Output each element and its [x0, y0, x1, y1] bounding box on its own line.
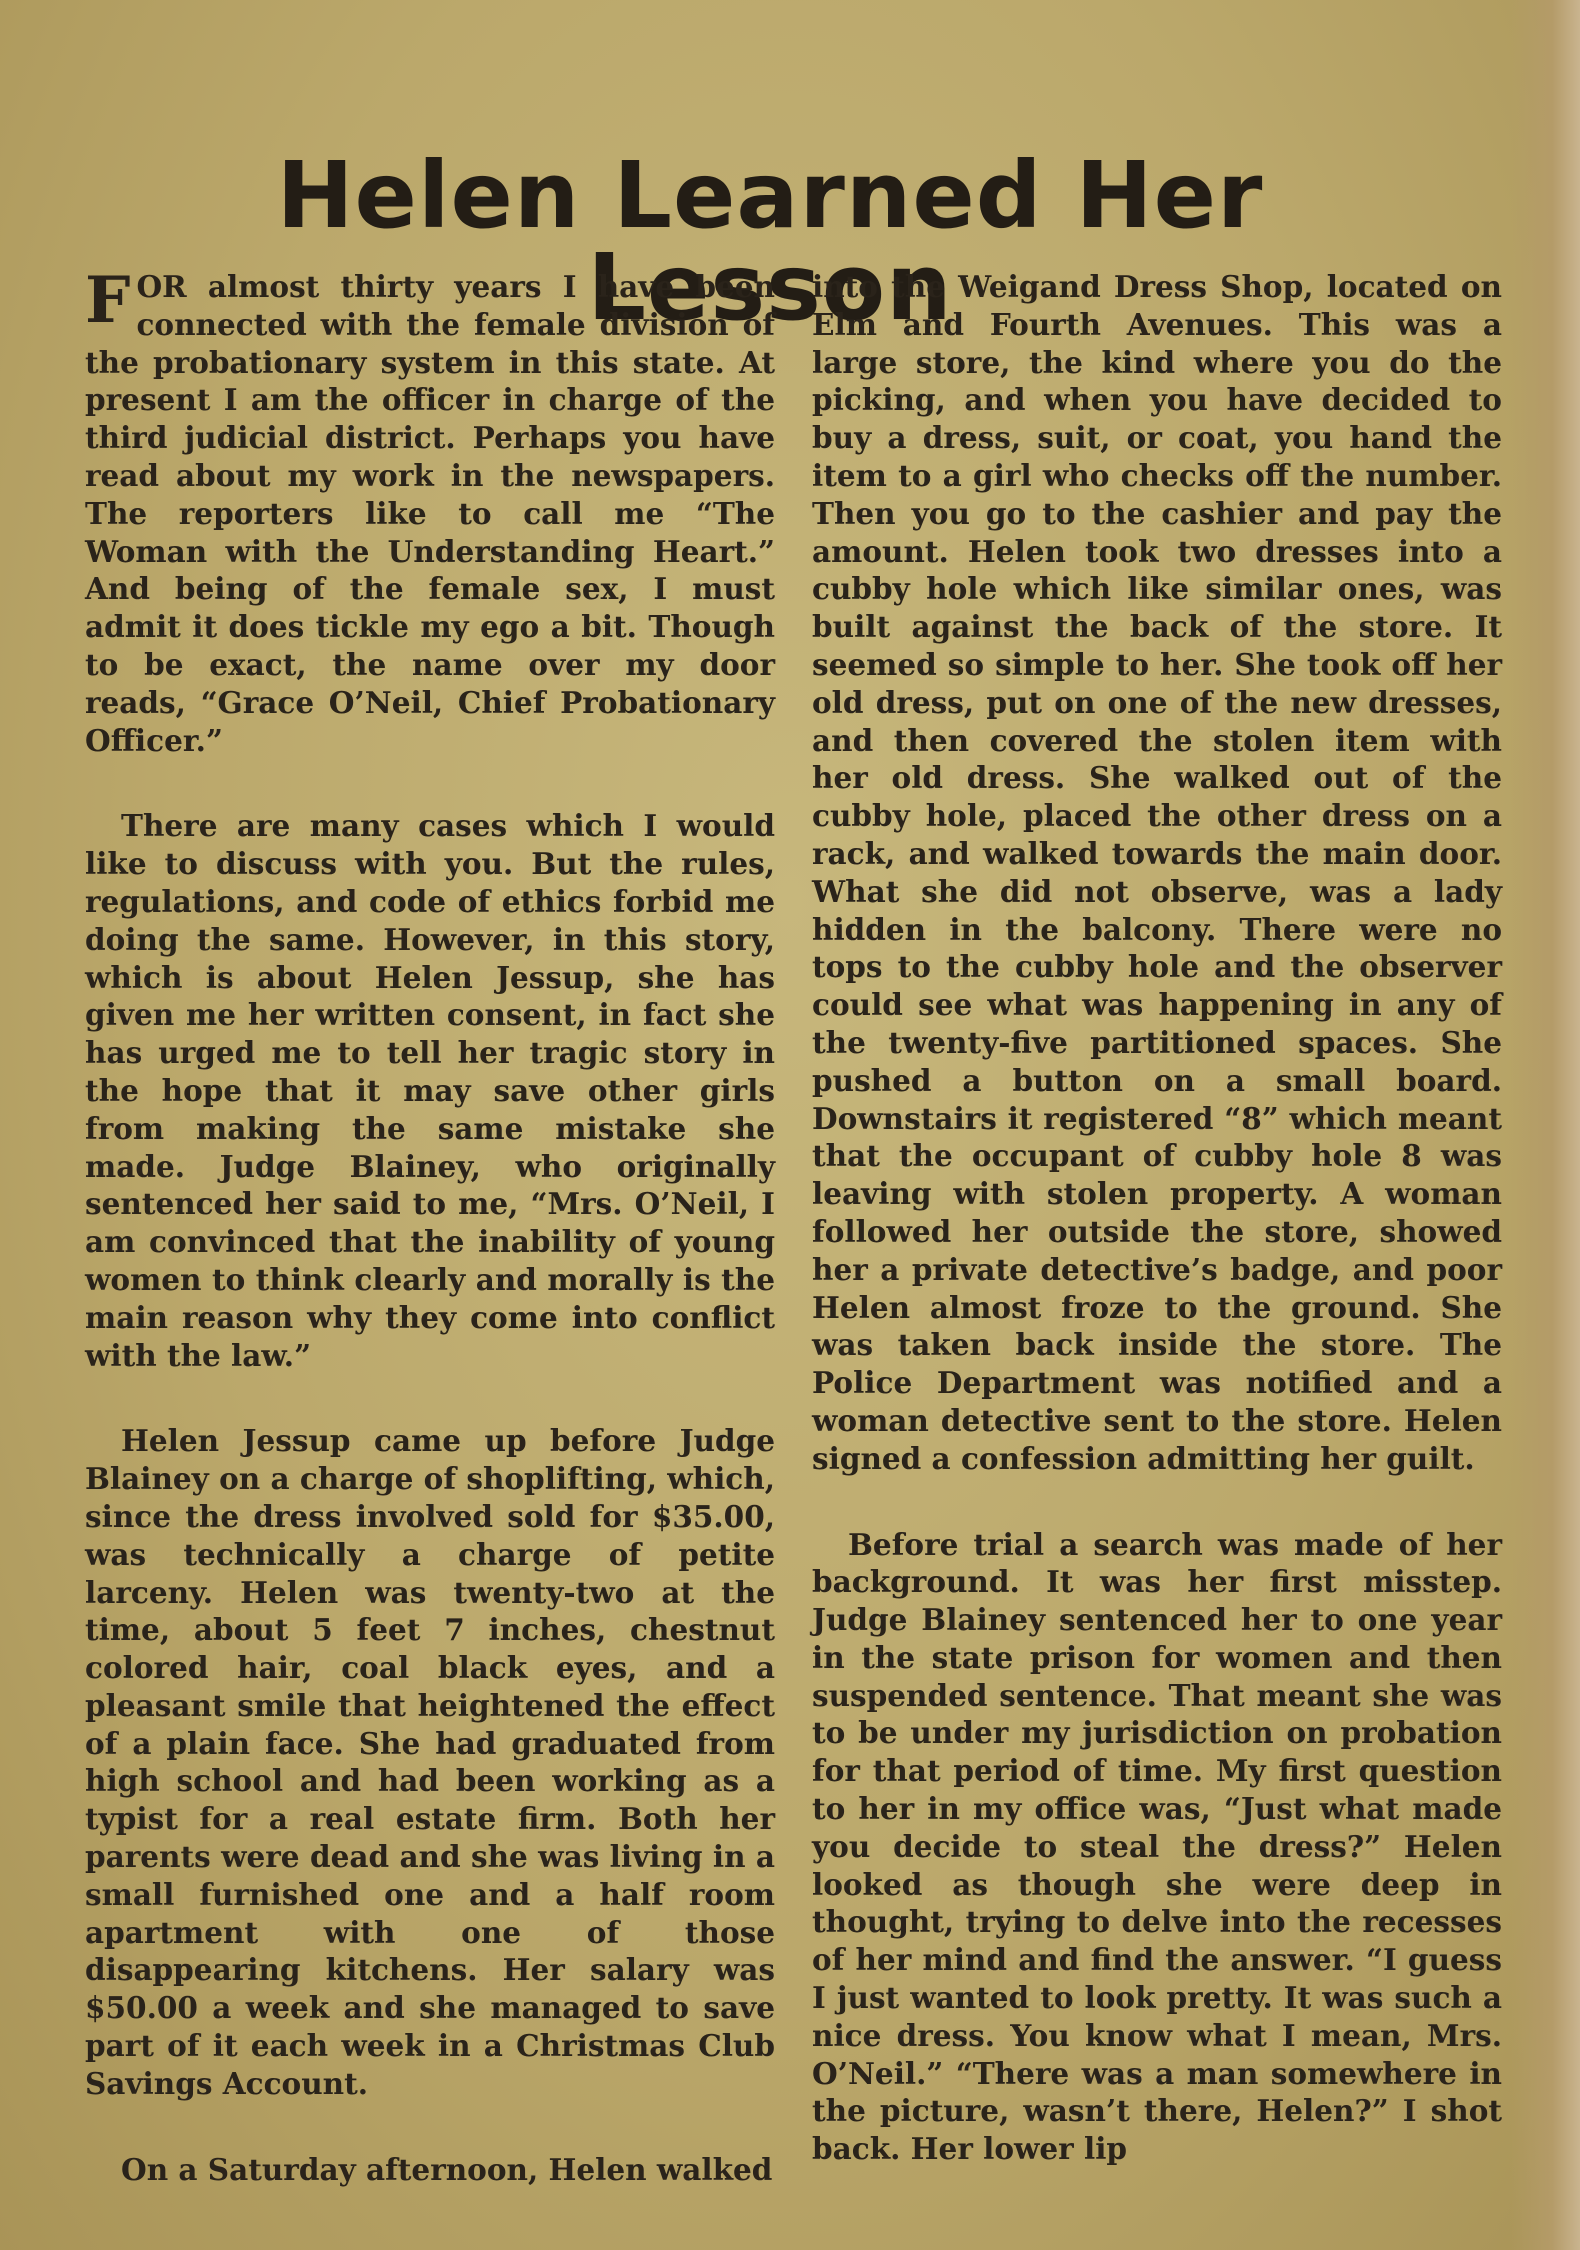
paragraph-1 — [85, 263, 775, 759]
paragraph-2: There are many cases which I would like to discuss with you. But the rules, regulations, and code of ethics forbid me doing the same. However, in this story, which is about Helen Jessup, she has given me her written consent, in fact she has urged me to tell her tragic story in the hope that it may save other girls from making the same mistake she made. Judge Blainey, who originally sentenced her said to me, “Mrs. O’Neil, I am convinced that the inability of young women to think clearly and morally is the main reason why they come into conflict with the law.” — [85, 808, 775, 1373]
paragraph-1-text: OR almost thirty years I have been connected with the female division of the probationary system in this state. At present I am the officer in charge of the third judicial district. Perhaps you have read about my work in the newspapers. The reporters like to call me “The Woman with the Understanding Heart.” And being of the female sex, I must admit it does tickle my ego a bit. Though to be exact, the name over my door reads, “Grace O’Neil, Chief Probationary Officer.” — [85, 269, 775, 758]
page-edge — [1510, 0, 1580, 2250]
right-column — [812, 268, 1502, 2167]
left-column — [85, 263, 775, 2187]
article-title: Helen Learned Her Lesson — [276, 141, 1264, 341]
paragraph-3: Helen Jessup came up before Judge Blainey on a charge of shoplifting, which, since the dress involved sold for $35.00, was technically a charge of petite larceny. Helen was twenty-two at the time, about 5 feet 7 inches, chestnut colored hair, coal black eyes, and a pleasant smile that heightened the effect of a plain face. She had graduated from high school and had been working as a typist for a real estate firm. Both her parents were dead and she was living in a small furnished one and a half room apartment with one of those disappearing kitchens. Her salary was $50.00 a week and she managed to save part of it each week in a Christmas Club Savings Account. — [85, 1423, 775, 2101]
paragraph-5: into the Weigand Dress Shop, located on Elm and Fourth Avenues. This was a large store, the kind where you do the picking, and when you have decided to buy a dress, suit, or coat, you hand the item to a girl who checks off the number. Then you go to the cashier and pay the amount. Helen took two dresses into a cubby hole which like similar ones, was built against the back of the store. It seemed so simple to her. She took off her old dress, put on one of the new dresses, and then covered the stolen item with her old dress. She walked out of the cubby hole, placed the other dress on a rack, and walked towards the main door. What she did not observe, was a lady hidden in the balcony. There were no tops to the cubby hole and the observer could see what was happening in any of the twenty-five partitioned spaces. She pushed a button on a small board. Downstairs it registered “8” which meant that the occupant of cubby hole 8 was leaving with stolen property. A woman followed her outside the store, showed her a private detective’s badge, and poor Helen almost froze to the ground. She was taken back inside the store. The Police Department was notified and a woman detective sent to the store. Helen signed a confession admitting her guilt. — [812, 269, 1502, 1476]
drop-cap: F — [85, 263, 131, 338]
paragraph-6: Before trial a search was made of her background. It was her first misstep. Judge Blainey sentenced her to one year in the state prison for women and then suspended sentence. That meant she was to be under my jurisdiction on probation for that period of time. My first question to her in my office was, “Just what made you decide to steal the dress?” Helen looked as though she were deep in thought, trying to delve into the recesses of her mind and find the answer. “I guess I just wanted to look pretty. It was such a nice dress. You know what I mean, Mrs. O’Neil.” “There was a man somewhere in the picture, wasn’t there, Helen?” I shot back. Her lower lip — [812, 1526, 1502, 2167]
paragraph-4: On a Saturday afternoon, Helen walked — [121, 2151, 773, 2187]
